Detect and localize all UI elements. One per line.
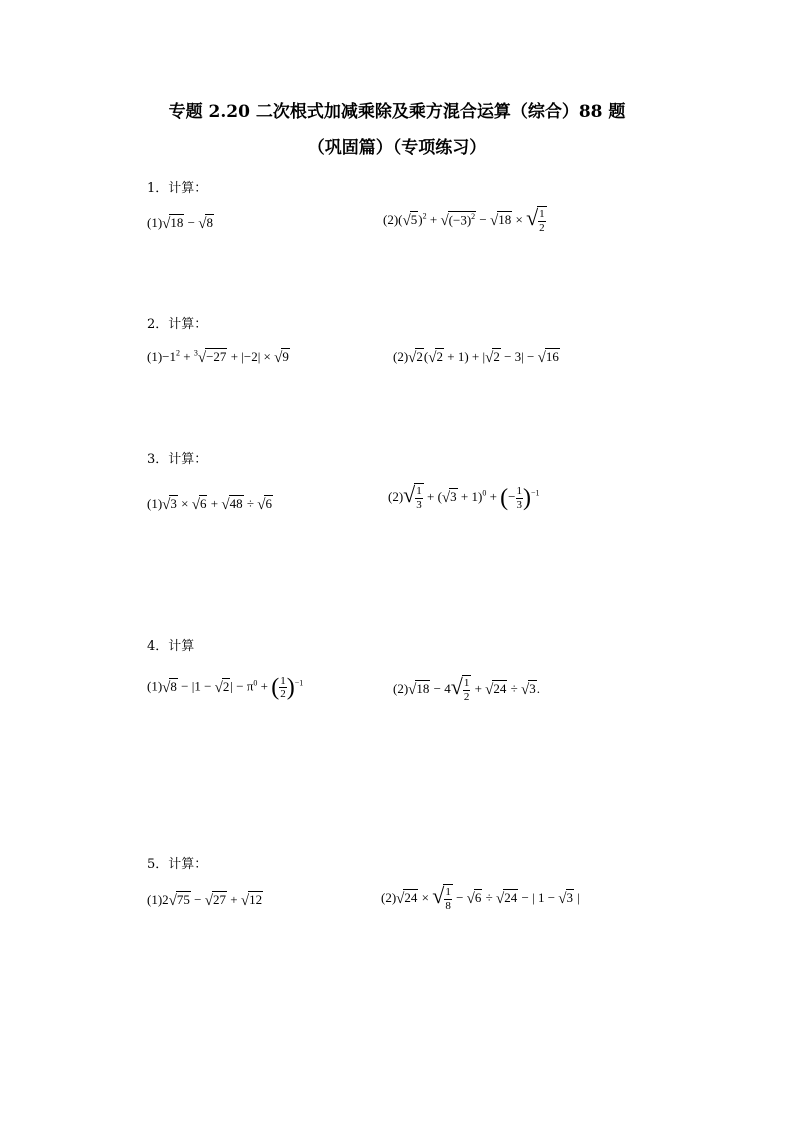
question-1-part-1: (1)√18 − √8	[147, 215, 213, 232]
question-4-heading: 4．计算	[147, 639, 195, 654]
question-2-heading: 2．计算：	[147, 317, 208, 332]
question-1-heading: 1．计算：	[147, 181, 208, 196]
question-3-heading: 3．计算：	[147, 452, 208, 467]
question-1-part-2: $(2)(√5)^2 + √(-3)^2 - √18$ × √ $\frac{1}{2}$	[383, 205, 545, 234]
title-line-2: （巩固篇）（专项练习）	[307, 138, 487, 158]
question-5-heading: 5．计算：	[147, 857, 208, 872]
question-5-part-1: (1)2√75 − √27 + √12	[147, 892, 263, 909]
question-3-part-1: (1)√3 × √6 + √48 ÷ √6	[147, 496, 272, 513]
question-2-part-1: $(1)-1^2 + ^3√-27 + |-2| \times √9$	[147, 348, 289, 366]
question-5-part-2: (2)√24 × √ $\frac{1}{8}$ − √6 ÷ √24 − | 1 − √3 |	[381, 883, 580, 912]
question-2-part-2: (2)√2(√2 + 1) + |√2 − 3| − √16	[393, 349, 559, 366]
title-line-1: 专题 2.20 二次根式加减乘除及乘方混合运算（综合）88 题	[168, 102, 626, 122]
question-3-part-2: (2)√ $\frac{1}{3}$ + $(√3 + 1)^0$ + (− $\frac{1}{3}$ )$^{-1}$	[388, 482, 540, 512]
question-4-part-2: (2)√18 − 4√ $\frac{1}{2}$ + √24 ÷ √3.	[393, 674, 541, 703]
question-4-part-1: $(1)√8 - |1 - √2| - \pi^0$ + ( $\frac{1}{2}$ )$^{-1}$	[147, 674, 304, 701]
